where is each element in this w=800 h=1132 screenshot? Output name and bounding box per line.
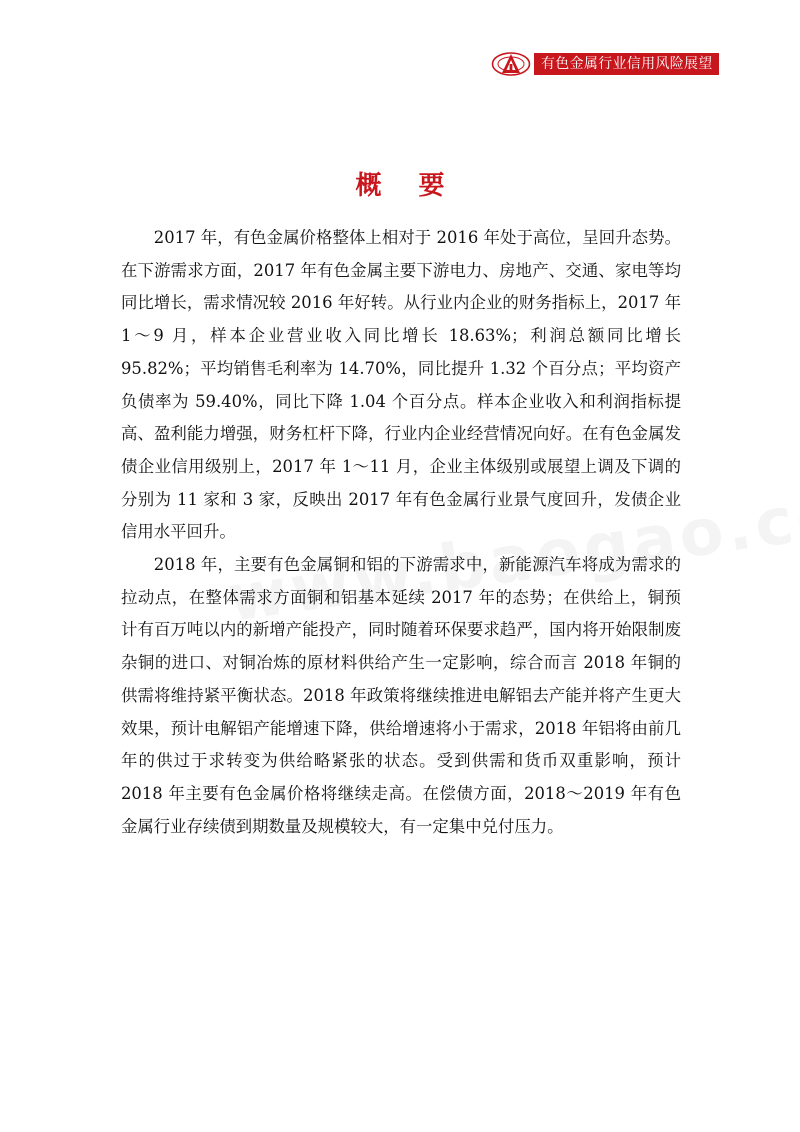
report-series-title: 有色金属行业信用风险展望 bbox=[534, 53, 719, 75]
summary-paragraph-1: 2017 年，有色金属价格整体上相对于 2016 年处于高位，呈回升态势。在下游需求方面，2017 年有色金属主要下游电力、房地产、交通、家电等均同比增长，需求情况较 2016 年好转。从行业内企业的财务指标上，2017 年 1～9 月，样本企业营业收入同比增长 18.63%；利润总额同比增长 95.82%；平均销售毛利率为 14.70%，同比提升 1.32 个百分点；平均资产负债率为 59.40%，同比下降 1.04 个百分点。样本企业收入和利润指标提高、盈利能力增强，财务杠杆下降，行业内企业经营情况向好。在有色金属发债企业信用级别上，2017 年 1～11 月，企业主体级别或展望上调及下调的分别为 11 家和 3 家，反映出 2017 年有色金属行业景气度回升，发债企业信用水平回升。 bbox=[121, 228, 681, 542]
company-logo-icon bbox=[491, 51, 531, 77]
summary-paragraph-2: 2018 年，主要有色金属铜和铝的下游需求中，新能源汽车将成为需求的拉动点，在整体需求方面铜和铝基本延续 2017 年的态势；在供给上，铜预计有百万吨以内的新增产能投产，同时随着环保要求趋严，国内将开始限制废杂铜的进口、对铜冶炼的原材料供给产生一定影响，综合而言 2018 年铜的供需将维持紧平衡状态。2018 年政策将继续推进电解铝去产能并将产生更大效果，预计电解铝产能增速下降，供给增速将小于需求，2018 年铝将由前几年的供过于求转变为供给略紧张的状态。受到供需和货币双重影响，预计 2018 年主要有色金属价格将继续走高。在偿债方面，2018～2019 年有色金属行业存续债到期数量及规模较大，有一定集中兑付压力。 bbox=[121, 555, 681, 836]
page-title: 概 要 bbox=[355, 171, 459, 201]
summary-body bbox=[121, 222, 681, 843]
report-header-badge bbox=[491, 50, 719, 78]
